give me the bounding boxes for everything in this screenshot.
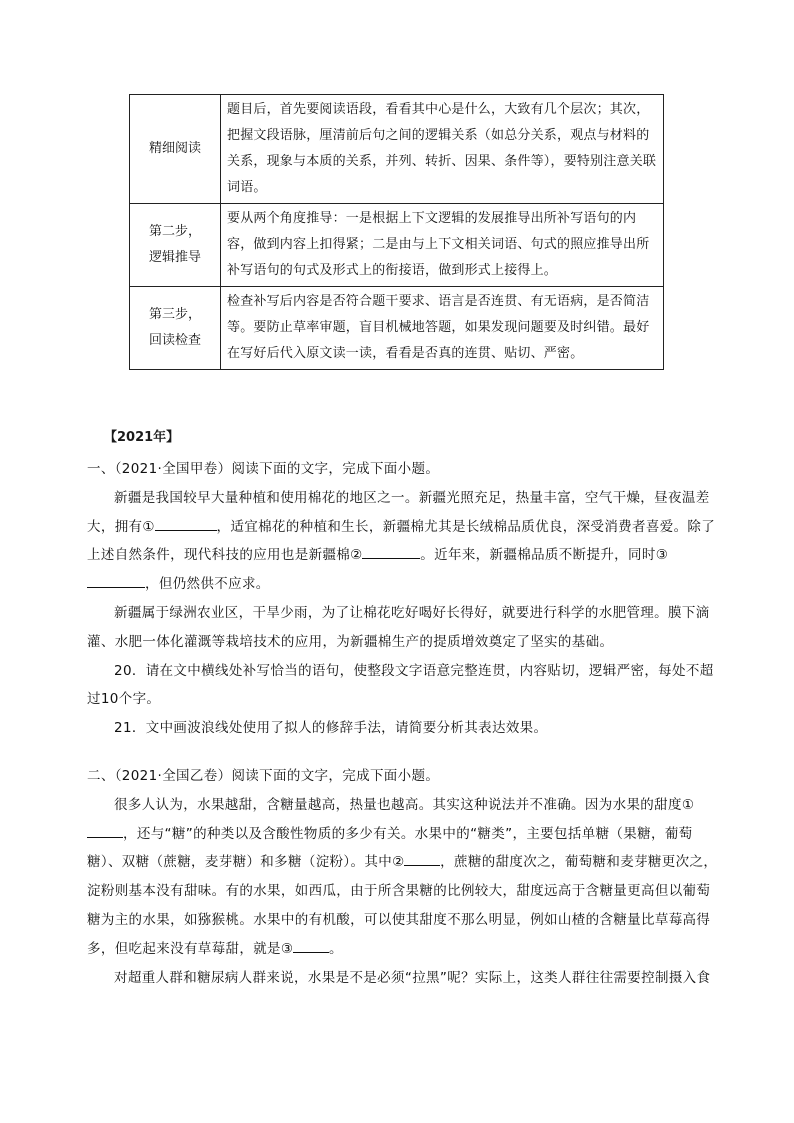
blank-marker: ② — [350, 547, 363, 564]
blank-marker: ① — [681, 796, 694, 813]
answer-blank[interactable] — [87, 573, 145, 588]
passage-paragraph: 很多人认为，水果越甜，含糖量越高，热量也越高。其实这种说法并不准确。因为水果的甜度①，还与“糖”的种类以及含酸性物质的多少有关。水果中的“糖类”，主要包括单糖（果糖，葡萄糖）、双糖（蔗糖，麦芽糖）和多糖（淀粉）。其中② ，蔗糖的甜度次之，葡萄糖和麦芽糖更次之，淀粉则基本没有甜味。有的水果，如西瓜，由于所含果糖的比例较大，甜度远高于含糖量更高但以葡萄糖为主的水果，如猕猴桃。水果中的有机酸，可以使其甜度不那么明显，例如山楂的含糖量比草莓高得多，但吃起来没有草莓甜，就是③ 。 — [87, 796, 718, 957]
question-item-21: 21．文中画波浪线处使用了拟人的修辞手法，请简要分析其表达效果。 — [114, 720, 548, 737]
step-sublabel: 回读检查 — [148, 333, 201, 348]
year-tag: 【2021年】 — [104, 430, 180, 445]
answer-blank[interactable] — [293, 938, 329, 953]
answer-blank[interactable] — [362, 544, 420, 559]
question-header: 一、（2021·全国甲卷）阅读下面的文字，完成下面小题。 — [87, 461, 440, 477]
blank-marker: ② — [392, 854, 405, 871]
question-2 — [87, 762, 723, 992]
answer-blank[interactable] — [87, 823, 123, 838]
step-label: 精细阅读 — [148, 141, 201, 156]
table-row — [130, 95, 664, 204]
question-item-20: 20．请在文中横线处补写恰当的语句，使整段文字语意完整连贯，内容贴切，逻辑严密，每处不超过10个字。 — [87, 662, 714, 708]
table-row — [130, 287, 664, 370]
question-header: 二、（2021·全国乙卷）阅读下面的文字，完成下面小题。 — [87, 768, 440, 784]
answer-blank[interactable] — [155, 516, 217, 531]
step-sublabel: 逻辑推导 — [148, 250, 201, 265]
blank-marker: ③ — [655, 547, 668, 564]
step-label: 第二步， — [148, 224, 201, 239]
step-cell — [130, 204, 221, 287]
step-cell — [130, 95, 221, 204]
passage-paragraph: 新疆属于绿洲农业区，干旱少雨，为了让棉花吃好喝好长得好，就要进行科学的水肥管理。膜下滴灌、水肥一体化灌溉等栽培技术的应用，为新疆棉生产的提质增效奠定了坚实的基础。 — [87, 604, 710, 650]
method-table — [129, 94, 664, 370]
step-label: 第三步， — [148, 307, 201, 322]
table-row — [130, 204, 664, 287]
content-cell: 要从两个角度推导：一是根据上下文逻辑的发展推导出所补写语句的内容，做到内容上扣得紧；二是由与上下文相关词语、句式的照应推导出所补写语句的句式及形式上的衔接语，做到形式上接得上。 — [221, 204, 664, 287]
answer-blank[interactable] — [404, 851, 440, 866]
content-cell: 题目后，首先要阅读语段，看看其中心是什么，大致有几个层次；其次，把握文段语脉，厘清前后句之间的逻辑关系（如总分关系，观点与材料的关系，现象与本质的关系，并列、转折、因果、条件等），要特别注意关联词语。 — [221, 95, 664, 204]
passage-paragraph: 对超重人群和糖尿病人群来说，水果是不是必须“拉黑”呢？实际上，这类人群往往需要控制摄入食 — [114, 969, 711, 986]
content-cell: 检查补写后内容是否符合题干要求、语言是否连贯、有无语病，是否简洁等。要防止草率审题，盲目机械地答题，如果发现问题要及时纠错。最好在写好后代入原文读一读，看看是否真的连贯、贴切、严密。 — [221, 287, 664, 370]
blank-marker: ③ — [280, 940, 294, 957]
step-cell — [130, 287, 221, 370]
question-1 — [87, 455, 723, 743]
passage-paragraph: 新疆是我国较早大量种植和使用棉花的地区之一。新疆光照充足，热量丰富，空气干燥，昼夜温差大，拥有① ，适宜棉花的种植和生长，新疆棉尤其是长绒棉品质优良，深受消费者喜爱。除了上述自然条件，现代科技的应用也是新疆棉② 。近年来，新疆棉品质不断提升，同时③，但仍然供不应求。 — [87, 489, 716, 593]
blank-marker: ① — [142, 518, 155, 535]
